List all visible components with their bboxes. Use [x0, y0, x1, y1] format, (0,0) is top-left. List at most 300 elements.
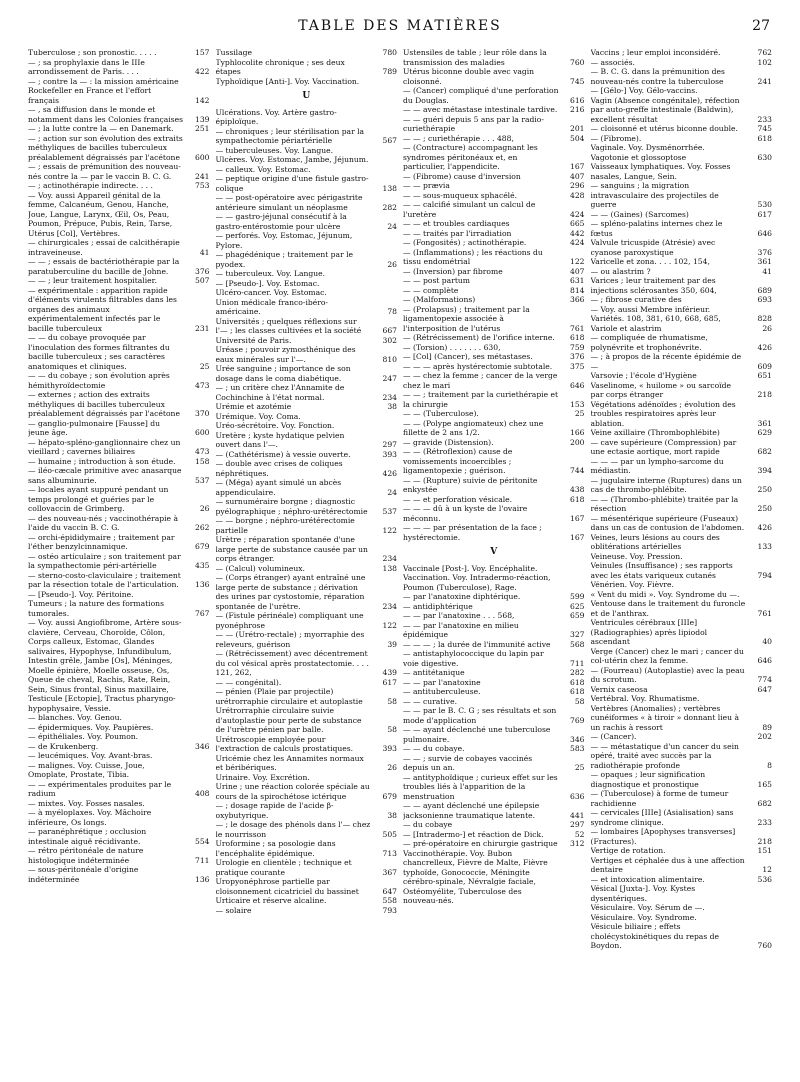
- index-entry-text: — gravide (Distension).: [403, 437, 494, 447]
- index-entry-text: — humaine ; introduction à son étude.: [28, 456, 176, 466]
- index-entry: [591, 400, 773, 429]
- index-entry-page-ref: 361: [757, 257, 772, 266]
- index-entry: [403, 773, 585, 802]
- index-entry-page-ref: 442: [570, 228, 585, 238]
- index-entry: [216, 231, 398, 250]
- index-entry: [28, 276, 210, 286]
- index-entry: [28, 723, 210, 733]
- index-entry-text: — chroniques ; leur stérilisation par la sympathectomie périartérielle: [215, 126, 365, 145]
- index-entry: [216, 906, 398, 916]
- index-entry-text: — — ; essais de bactériothérapie par la paratuberculine du bacille de Johne.: [28, 257, 180, 276]
- index-entry: [28, 808, 210, 827]
- index-entry-text: Vaccinothérapie. Voy. Bubon chancrelleux, Fièvre de Malte, Fièvre typhoïde, Gonococcie, Méningite cérébro-spinale, Névralgie faciale, Ostéomyélite, Tuberculose des nouveau-nés.: [403, 848, 548, 905]
- index-entry: [28, 485, 210, 514]
- index-entry-text: Uréo-sécrétoire. Voy. Fonction.: [215, 421, 335, 430]
- index-entry-page-ref: 422: [195, 67, 210, 76]
- index-entry: [403, 621, 585, 640]
- index-entry-text: Urétrorraphie circulaire suivie d'autoplastie pour perte de substance de l'urètre pénien par balle.: [215, 706, 362, 734]
- index-entry-text: — — sous-muqueux sphacélé.: [403, 190, 518, 200]
- index-entry-text: Vertige de rotation.: [590, 846, 666, 855]
- index-entry-text: — — ; curiethérapie . . . 488,: [403, 133, 514, 143]
- index-entry-page-ref: 122: [382, 620, 397, 630]
- index-entry-text: — (Torsion) . . . . . . . 630,: [403, 342, 501, 352]
- index-entry-page-ref: 234: [382, 392, 397, 402]
- index-entry-page-ref: 136: [195, 580, 210, 589]
- index-entry: [591, 48, 773, 58]
- index-entry-page-ref: 367: [382, 867, 397, 877]
- index-entry-text: Ulcères. Voy. Estomac, Jambe, Jéjunum.: [215, 155, 369, 164]
- index-entry-text: — par l'anatoxine diphtérique.: [403, 592, 521, 601]
- index-entry-text: — épithéliales. Voy. Poumon.: [28, 732, 139, 741]
- index-entry: [591, 438, 773, 457]
- index-entry: [591, 314, 773, 324]
- index-entry-text: — solaire: [215, 905, 252, 915]
- index-entry-text: Vésiculaire. Voy. Sérum de —.: [590, 903, 705, 912]
- index-entry: [591, 381, 773, 400]
- index-entry: [403, 86, 585, 105]
- index-entry-page-ref: 166: [570, 428, 585, 437]
- index-entry-page-ref: 558: [382, 896, 397, 905]
- index-entry-page-ref: 393: [382, 449, 397, 459]
- index-entry-page-ref: 744: [570, 466, 585, 475]
- index-entry-text: Vertiges et céphalée dus à une affection dentaire: [590, 855, 745, 874]
- index-entry-text: — — (Tuberculose).: [403, 409, 479, 418]
- index-entry: [216, 317, 398, 336]
- index-entry-text: — — ayant déclenché une tuberculose pulmonaire.: [403, 725, 551, 744]
- index-entry-text: — mésentérique supérieure (Fuseaux) dans un cas de contusion de l'abdomen.: [590, 513, 745, 532]
- index-entry-page-ref: 679: [382, 791, 397, 801]
- index-entry: [403, 371, 585, 390]
- index-entry: [216, 412, 398, 422]
- index-entry-text: Vaginale. Voy. Dysménorrhée.: [590, 143, 705, 152]
- index-entry-page-ref: 394: [757, 466, 772, 475]
- index-entry-text: Union médicale franco-ibéro-américaine.: [215, 297, 328, 316]
- index-entry-text: — antitétanique: [403, 668, 465, 677]
- index-entry: [216, 687, 398, 706]
- index-entry-text: — de Krukenberg.: [28, 741, 99, 751]
- index-entry-text: — — guéri depuis 5 ans par la radio-curiethérapie: [403, 114, 544, 133]
- index-entry-text: — — congénital).: [215, 677, 282, 687]
- index-entry-page-ref: 711: [570, 658, 585, 668]
- index-entry-text: — — ; leur traitement hospitalier.: [28, 276, 157, 285]
- index-column-1: [28, 48, 210, 1073]
- index-entry: [403, 115, 585, 134]
- index-entry-page-ref: 376: [195, 266, 210, 276]
- index-entry: [403, 67, 585, 86]
- index-entry-text: — , sa diffusion dans le monde et notamment dans les Colonies françaises: [28, 105, 183, 124]
- index-entry-text: Valvule tricuspide (Atrésie) avec cyanose paroxystique: [590, 238, 716, 257]
- index-entry-page-ref: 151: [757, 846, 772, 855]
- index-entry-page-ref: 167: [570, 513, 585, 523]
- index-entry: [403, 447, 585, 476]
- index-entry: [28, 333, 210, 371]
- index-entry-page-ref: 794: [757, 570, 772, 580]
- index-entry: [591, 58, 773, 68]
- index-entry-text: — (Tuberculose) à forme de tumeur rachidienne: [590, 789, 729, 808]
- index-entry-page-ref: 618: [570, 677, 585, 687]
- index-entry-text: — — prævia: [403, 181, 450, 190]
- index-entry-text: — ; fibrose curative des: [590, 295, 682, 304]
- index-entry-text: — leucémiques. Voy. Avant-bras.: [28, 751, 153, 760]
- index-entry-page-ref: 762: [757, 48, 772, 57]
- index-entry-page-ref: 630: [757, 152, 772, 162]
- index-entry-page-ref: 216: [570, 105, 585, 114]
- index-entry-page-ref: 408: [195, 789, 210, 798]
- index-entry-text: Tussilage: [215, 48, 252, 57]
- index-entry-page-ref: 12: [762, 865, 772, 874]
- index-entry: [403, 564, 585, 574]
- index-entry-text: — (Fongosités) ; actinothérapie.: [403, 238, 527, 247]
- index-entry: [216, 174, 398, 193]
- index-entry-text: — ; essais de prémunition des nouveau-nés contre la — par le vaccin B. C. G.: [28, 162, 181, 181]
- index-entry-text: Typhlocolite chronique ; ses deux étapes: [215, 57, 345, 76]
- index-entry-page-ref: 218: [757, 836, 772, 846]
- index-entry: [403, 143, 585, 172]
- index-entry-page-ref: 441: [570, 810, 585, 820]
- index-entry-text: — ; actinothérapie indirecte. . . .: [28, 181, 153, 190]
- index-entry-text: — associés.: [590, 57, 635, 67]
- index-entry-page-ref: 393: [382, 744, 397, 753]
- index-entry: [591, 856, 773, 875]
- index-entry-text: — (Cathétérisme) à vessie ouverte.: [215, 449, 351, 459]
- index-entry: [216, 108, 398, 127]
- index-entry: [28, 799, 210, 809]
- index-entry-text: — hépato-spléno-ganglionnaire chez un vieillard ; cavernes biliaires: [28, 437, 181, 456]
- index-entry: [591, 257, 773, 267]
- index-entry-text: — — par l'anatoxine . . . 568,: [403, 611, 515, 620]
- index-entry: [591, 742, 773, 771]
- index-entry: [28, 257, 210, 276]
- index-entry: [403, 830, 585, 840]
- index-entry: [591, 770, 773, 789]
- index-entry: [28, 77, 210, 106]
- index-entry: [403, 229, 585, 239]
- index-entry-page-ref: 647: [757, 684, 772, 694]
- index-entry-text: — — curative.: [403, 696, 457, 706]
- index-entry-page-ref: 296: [570, 181, 585, 190]
- index-entry-page-ref: 760: [757, 941, 772, 950]
- index-entry-page-ref: 636: [570, 791, 585, 801]
- index-entry: [403, 801, 585, 820]
- index-entry-text: Uricémie chez les Annamites normaux et béribériques.: [215, 753, 364, 772]
- index-entry: [591, 495, 773, 514]
- index-entry: [216, 611, 398, 630]
- index-entry: [591, 96, 773, 125]
- index-entry: [403, 678, 585, 688]
- index-entry-text: — — — après hystérectomie subtotale.: [403, 361, 553, 371]
- index-entry: [591, 533, 773, 552]
- index-entry: [28, 238, 210, 257]
- index-entry-text: — sterno-costo-claviculaire ; traitement par la résection totale de l'articulation.: [28, 570, 181, 589]
- index-entry-page-ref: 567: [382, 136, 397, 145]
- index-entry-page-ref: 407: [570, 171, 585, 181]
- index-entry: [216, 573, 398, 611]
- index-entry: [216, 516, 398, 535]
- index-entry: [591, 922, 773, 951]
- index-entry: [591, 884, 773, 903]
- index-entry-page-ref: 89: [762, 722, 772, 732]
- index-entry-page-ref: 682: [757, 447, 772, 456]
- index-entry: [403, 573, 585, 592]
- index-entry-text: — — ; survie de cobayes vaccinés depuis un an.: [403, 753, 533, 772]
- index-entry-text: Vaccinale [Post-]. Voy. Encéphalite.: [403, 563, 538, 573]
- index-entry: [403, 286, 585, 296]
- index-entry-text: — (Contracture) accompagnant les syndromes péritonéaux et, en particulier, l'appendicite.: [403, 143, 538, 171]
- index-entry-text: Typhoïdique [Anti-]. Voy. Vaccination.: [215, 76, 360, 86]
- index-entry: [216, 269, 398, 279]
- index-entry-text: Varices ; leur traitement par des injections sclérosantes 350, 604,: [590, 276, 717, 295]
- index-entry: [403, 343, 585, 353]
- index-entry: [216, 77, 398, 87]
- index-entry-text: Varsovie ; l'école d'Hygiène: [590, 371, 697, 380]
- index-entry-page-ref: 759: [570, 342, 585, 352]
- index-entry-text: Veine axillaire (Thrombophlébite): [590, 428, 720, 437]
- index-entry-text: — antituberculeuse.: [403, 687, 481, 696]
- index-entry: [28, 514, 210, 533]
- index-entry-text: — — complète: [403, 285, 459, 295]
- index-entry: [591, 134, 773, 144]
- index-entry: [216, 383, 398, 402]
- index-entry: [403, 305, 585, 334]
- index-entry: [591, 428, 773, 438]
- index-entry: [403, 495, 585, 505]
- index-entry-page-ref: 769: [570, 715, 585, 725]
- index-entry: [28, 181, 210, 191]
- index-entry: [591, 704, 773, 733]
- index-entry-text: Vaccination. Voy. Intradermo-réaction, Poumon (Tuberculose), Rage.: [403, 573, 551, 592]
- index-entry: [216, 782, 398, 801]
- index-entry: [28, 191, 210, 239]
- index-entry-text: — ; le dosage des phénols dans l'— chez le nourrisson: [215, 820, 371, 839]
- index-entry-text: — — expérimentales produites par le radium: [28, 779, 172, 798]
- index-entry: [216, 630, 398, 649]
- index-entry-page-ref: 250: [757, 485, 772, 494]
- index-entry-text: — — — par un lympho-sarcome du médiastin.: [590, 456, 724, 475]
- index-entry-text: — — par le B. C. G ; ses résultats et son mode d'application: [403, 706, 557, 725]
- index-entry: [28, 419, 210, 438]
- index-entry-text: — (Inversion) par fibrome: [403, 266, 503, 276]
- index-entry: [591, 875, 773, 885]
- index-entry-page-ref: 693: [757, 295, 772, 304]
- index-entry-page-ref: 58: [387, 725, 397, 734]
- index-entry: [28, 438, 210, 457]
- index-entry-text: — ; à propos de la récente épidémie de —: [590, 352, 742, 371]
- index-entry-page-ref: 814: [570, 285, 585, 295]
- index-entry: [28, 124, 210, 134]
- index-entry: [591, 124, 773, 134]
- index-entry-text: Veinules (Insuffisance) ; ses rapports avec les états variqueux cutanés: [590, 561, 733, 580]
- section-letter-heading: U: [302, 91, 311, 101]
- index-entry: [403, 687, 585, 697]
- index-entry-text: — — — ; la durée de l'immunité active: [403, 639, 551, 649]
- index-entry-page-ref: 25: [574, 409, 585, 418]
- index-entry: [28, 466, 210, 485]
- index-entry-text: — — (Rupture) suivie de péritonite enkystée: [403, 475, 538, 494]
- index-entry-text: — [Gélo-] Voy. Gélo-vaccins.: [590, 86, 698, 95]
- index-entry-page-ref: 780: [382, 48, 397, 57]
- index-entry: [403, 697, 585, 707]
- index-entry: [591, 846, 773, 856]
- index-entry: [403, 409, 585, 419]
- index-entry: [28, 751, 210, 761]
- index-entry-text: Urinaire. Voy. Excrétion.: [215, 772, 310, 782]
- index-entry: [591, 219, 773, 238]
- index-entry-page-ref: 439: [382, 668, 397, 677]
- index-entry: [28, 371, 210, 390]
- index-entry-text: — antityphoïdique ; curieux effet sur les troubles liés à l'apparition de la menstruation: [403, 772, 558, 801]
- index-entry: [403, 419, 585, 438]
- index-entry-page-ref: 424: [570, 238, 585, 247]
- index-entry: [28, 134, 210, 163]
- index-entry-page-ref: 58: [574, 696, 585, 706]
- index-entry-page-ref: 52: [574, 829, 585, 839]
- index-entry-page-ref: 376: [570, 352, 585, 361]
- index-entry: [591, 143, 773, 153]
- index-entry-text: Varicelle et zona. . . . 102, 154,: [590, 257, 710, 266]
- index-entry: [216, 250, 398, 269]
- index-entry-page-ref: 327: [570, 630, 585, 639]
- index-entry: [216, 820, 398, 839]
- index-entry: [403, 333, 585, 343]
- index-entry-text: — spléno-palatins internes chez le fœtus: [590, 219, 723, 238]
- index-entry: [403, 390, 585, 409]
- index-entry-page-ref: 618: [570, 494, 585, 504]
- index-entry: [591, 599, 773, 618]
- index-entry-text: Ventouse dans le traitement du furoncle et de l'anthrax.: [590, 599, 746, 618]
- index-column-2: [216, 48, 398, 1073]
- index-entry: [216, 279, 398, 289]
- index-entry-page-ref: 682: [757, 798, 772, 808]
- index-entry: [28, 742, 210, 752]
- index-entry-page-ref: 157: [195, 48, 210, 57]
- index-entry: [216, 165, 398, 175]
- index-entry: [28, 533, 210, 552]
- index-entry-text: Vagin (Absence congénitale), réfection par auto-greffe intestinale (Baldwin), excellent résultat: [590, 95, 740, 124]
- index-entry: [28, 761, 210, 780]
- index-entry-text: — locales ayant suppuré pendant un temps prolongé et guéries par le collovaccin de Grimberg.: [28, 485, 169, 513]
- index-entry: [28, 552, 210, 571]
- index-entry-text: — (Cancer) compliqué d'une perforation du Douglas.: [403, 86, 559, 105]
- index-entry-text: — — (Gaines) (Sarcomes): [590, 209, 689, 219]
- index-entry-text: — paranéphrétique ; occlusion intestinale aiguë récidivante.: [28, 827, 147, 846]
- index-entry: [28, 827, 210, 846]
- index-entry: [216, 298, 398, 317]
- index-entry: [403, 352, 585, 362]
- index-entry: [591, 514, 773, 533]
- index-entry: [28, 780, 210, 799]
- index-entry-page-ref: 618: [757, 133, 772, 143]
- index-column-3: [403, 48, 585, 1073]
- index-entry-page-ref: 38: [387, 810, 397, 820]
- index-entry-page-ref: 200: [570, 437, 585, 447]
- index-entry-text: — — ayant déclenché une épilepsie jacksonienne traumatique latente.: [403, 801, 540, 820]
- index-entry-page-ref: 26: [762, 323, 772, 333]
- index-entry: [591, 903, 773, 913]
- index-entry-text: — (Rétrécissement) de l'orifice interne.: [403, 333, 555, 342]
- index-entry-page-ref: 167: [570, 532, 585, 542]
- index-entry-text: — ; un critère chez l'Annamite de Cochinchine à l'état normal.: [215, 383, 345, 402]
- index-entry-text: — — traités par l'irradiation: [403, 228, 512, 238]
- index-entry-page-ref: 616: [570, 95, 585, 105]
- index-entry: [591, 827, 773, 846]
- index-entry-text: — à myéloplaxes. Voy. Mâchoire inférieure, Os longs.: [28, 808, 152, 827]
- index-entry-page-ref: 767: [195, 608, 210, 618]
- index-entry: [403, 602, 585, 612]
- index-entry-text: — Voy. aussi Angiofibrome, Artère sous-clavière, Cerveau, Choroïde, Côlon, Corps calleux, Estomac, Glandes salivaires, Hypophyse, Infundibulum, Intestin grêle, Jambe [Os], Méninges, Moelle épinière, Moelle osseuse, Os, Queue de cheval, Rachis, Rate, Rein, Sein, Sinus frontal, Sinus maxillaire, Testicule [Ectopie], Tractus pharyngo-hypophysaire, Vessie.: [28, 618, 182, 713]
- index-entry: [591, 694, 773, 704]
- index-entry-text: — [Col] (Cancer), ses métastases.: [403, 352, 533, 361]
- index-entry-text: Vertébral. Voy. Rhumatisme.: [590, 694, 700, 703]
- index-entry-text: — chirurgicales ; essai de calcithérapie intraveineuse.: [28, 238, 180, 257]
- index-entry: [216, 839, 398, 858]
- index-entry-text: — (Inflammations) ; les réactions du tissu endométrial: [403, 247, 543, 266]
- index-entry: [591, 666, 773, 685]
- index-entry-page-ref: 609: [757, 361, 772, 371]
- index-entry-page-ref: 473: [195, 380, 210, 390]
- index-entry-text: — — (Rétroflexion) cause de vomissements incoercibles ; ligamentopexie ; guérison.: [403, 447, 513, 475]
- index-entry: [28, 286, 210, 334]
- index-entry-text: — tuberculeuses. Voy. Langue.: [215, 145, 334, 155]
- index-entry-page-ref: 8: [767, 760, 772, 770]
- index-entry: [28, 599, 210, 618]
- index-entry-page-ref: 426: [757, 342, 772, 352]
- index-entry-text: Vaisseaux lymphatiques. Voy. Fosses nasales, Langue, Sein.: [590, 162, 731, 181]
- index-entry-page-ref: 346: [195, 741, 210, 751]
- index-entry-text: — ; action sur son évolution des extraits méthyliques de bacilles tuberculeux préalablement dégraissés par l'acétone: [28, 133, 183, 162]
- index-entry-text: Vertèbres (Anomalies) ; vertèbres cunéiformes « à tiroir » donnant lieu à un rachis à ressort: [590, 703, 739, 732]
- index-entry: [403, 725, 585, 744]
- index-entry-page-ref: 810: [382, 354, 397, 364]
- index-entry: [591, 457, 773, 476]
- index-entry-page-ref: 554: [195, 836, 210, 846]
- index-entry-text: — — post-opératoire avec périgastrite antérieure simulant un néoplasme: [215, 193, 363, 212]
- index-entry: [403, 362, 585, 372]
- index-entry-page-ref: 165: [757, 779, 772, 789]
- index-entry: [591, 476, 773, 495]
- index-entry: [28, 865, 210, 884]
- index-entry-text: — — du cobaye provoquée par l'inoculation des formes filtrantes du bacille tuberculeux ; ses caractères anatomiques et cliniques.: [28, 333, 170, 371]
- index-entry-page-ref: 617: [757, 209, 772, 219]
- index-entry-text: — — chez la femme ; cancer de la verge chez le mari: [403, 371, 558, 390]
- index-entry-page-ref: 438: [570, 485, 585, 494]
- index-entry: [216, 801, 398, 820]
- index-entry-page-ref: 282: [570, 668, 585, 677]
- index-entry-text: — ; la lutte contre la — en Danemark.: [28, 124, 174, 133]
- index-entry-page-ref: 167: [570, 162, 585, 171]
- index-entry: [403, 276, 585, 286]
- index-entry-text: — — — dû à un kyste de l'ovaire méconnu.: [403, 504, 528, 523]
- index-entry-text: — expérimentale : apparition rapide d'éléments virulents filtrables dans les organes des animaux expérimentalement infectés par le bacille tuberculeux: [28, 285, 177, 333]
- index-entry-page-ref: 346: [570, 734, 585, 744]
- index-entry-text: — (Fibrome).: [590, 133, 642, 143]
- index-entry-text: — — métastatique d'un cancer du sein opéré, traité avec succès par la radiothérapie profonde: [590, 741, 739, 770]
- index-entry-text: — cave supérieure (Compression) par une ectasie aortique, mort rapide: [590, 437, 737, 456]
- index-entry-text: — (Prolapsus) ; traitement par la ligamentopexie associée à l'interposition de l'utérus: [403, 304, 530, 333]
- index-entry-page-ref: 426: [757, 523, 772, 532]
- index-entry: [403, 134, 585, 144]
- index-entry-page-ref: 282: [382, 202, 397, 212]
- index-entry-page-ref: 745: [570, 76, 585, 86]
- index-entry-page-ref: 58: [387, 696, 397, 706]
- index-entry: [216, 754, 398, 773]
- index-entry-text: « Vent du midi ». Voy. Syndrome du —.: [590, 589, 740, 599]
- index-entry-text: — perforés. Voy. Estomac, Jéjunum, Pylore.: [215, 231, 353, 250]
- index-entry-text: — antistaphylococcique du lapin par voie digestive.: [403, 649, 544, 668]
- index-entry: [216, 678, 398, 688]
- index-entry-page-ref: 78: [387, 307, 397, 316]
- index-entry-page-ref: 241: [195, 171, 210, 181]
- index-entry: [403, 820, 585, 830]
